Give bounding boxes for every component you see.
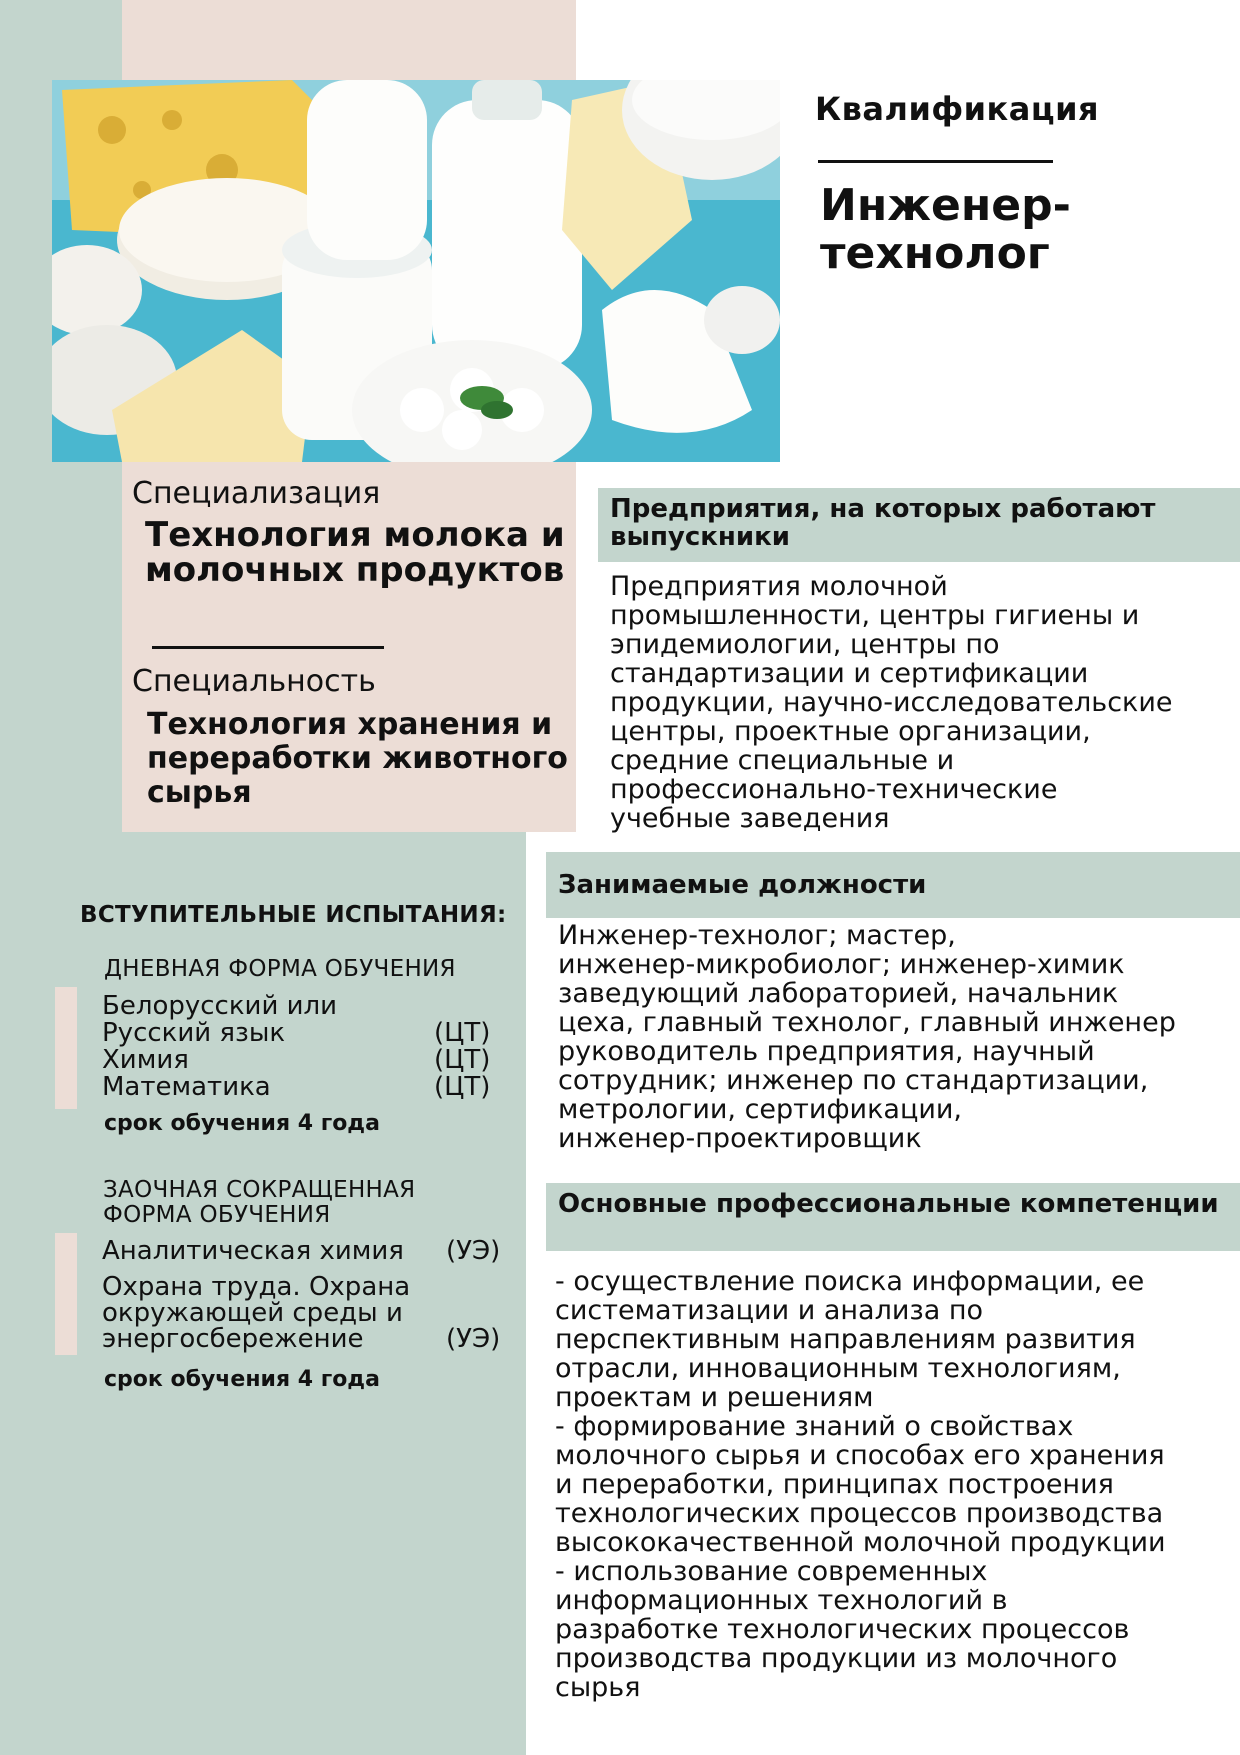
day-exam-type: (ЦТ) — [434, 1045, 491, 1075]
background-pink-top — [122, 0, 576, 80]
competencies-text: - осуществление поиска информации, ее систематизации и анализа по перспективным направлениям развития отрасли, инновационным технологиям, проектам и решениям - формирование знаний о свойствах молочного сырья и способах его хранения и переработки, принципах построения технологических процессов производства высококачественной молочной продукции - использование современных информационных технологий в разработке технологических процессов производства продукции из молочного сырья — [555, 1266, 1166, 1703]
specialty-title: Технология хранения и переработки животного сырья — [147, 707, 568, 810]
day-form-accent-bar — [55, 987, 77, 1109]
enterprises-heading: Предприятия, на которых работают выпускники — [598, 488, 1240, 562]
day-exam-name: Химия — [102, 1045, 189, 1075]
competencies-heading: Основные профессиональные компетенции — [546, 1183, 1240, 1251]
entrance-exams-title: ВСТУПИТЕЛЬНЫЕ ИСПЫТАНИЯ: — [80, 902, 507, 928]
part-time-accent-bar — [55, 1233, 77, 1355]
part-time-exam-type: (УЭ) — [446, 1324, 501, 1354]
part-time-duration: срок обучения 4 года — [104, 1367, 380, 1392]
positions-text: Инженер-технолог; мастер, инженер-микробиолог; инженер-химик заведующий лабораторией, начальник цеха, главный технолог, главный инженер руководитель предприятия, научный сотрудник; инженер по стандартизации, метрологии, сертификации, инженер-проектировщик — [558, 920, 1176, 1154]
positions-heading: Занимаемые должности — [546, 852, 1240, 918]
day-exam-name: Русский язык — [102, 1018, 286, 1048]
enterprises-text: Предприятия молочной промышленности, центры гигиены и эпидемиологии, центры по стандартизации и сертификации продукции, научно-исследовательские центры, проектные организации, средние специальные и профессионально-технические учебные заведения — [610, 571, 1173, 834]
day-exam-type: (ЦТ) — [434, 1072, 491, 1102]
specialization-title: Технология молока и молочных продуктов — [145, 515, 565, 590]
day-form-duration: срок обучения 4 года — [104, 1111, 380, 1136]
part-time-form-title: ЗАОЧНАЯ СОКРАЩЕННАЯ ФОРМА ОБУЧЕНИЯ — [103, 1177, 416, 1228]
day-exam-type: (ЦТ) — [434, 1018, 491, 1048]
qualification-label: Квалификация — [815, 90, 1100, 128]
dairy-illustration — [52, 80, 780, 462]
part-time-exam-name: Охрана труда. Охрана окружающей среды и энергосбережение — [102, 1272, 411, 1354]
day-exam-name: Белорусский или — [102, 991, 338, 1021]
part-time-exam-name: Аналитическая химия — [102, 1236, 404, 1266]
qualification-divider — [818, 160, 1053, 163]
day-form-title: ДНЕВНАЯ ФОРМА ОБУЧЕНИЯ — [104, 956, 456, 982]
part-time-exam-type: (УЭ) — [446, 1236, 501, 1266]
day-exam-name: Математика — [102, 1072, 271, 1102]
dairy-products-photo — [52, 80, 780, 462]
specialization-label: Специализация — [132, 476, 381, 511]
specialization-divider — [152, 646, 384, 649]
specialty-label: Специальность — [132, 664, 376, 699]
qualification-title: Инженер- технолог — [820, 180, 1071, 279]
